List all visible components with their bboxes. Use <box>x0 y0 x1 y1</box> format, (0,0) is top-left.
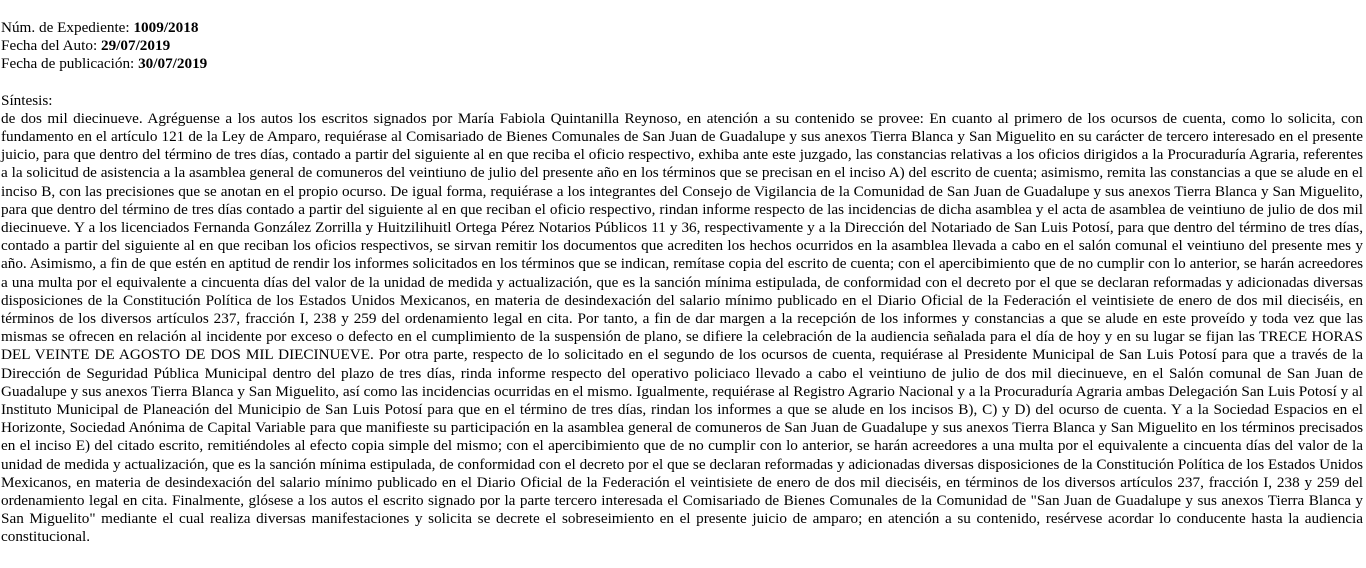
expediente-line <box>1 19 1364 37</box>
auto-date-value: 29/07/2019 <box>100 37 171 55</box>
auto-date-label: Fecha del Auto: <box>1 37 101 55</box>
synthesis-body: de dos mil diecinueve. Agréguense a los autos los escritos signados por María Fabiola Quintanilla Reynoso, en atención a su contenido se provee: En cuanto al primero de los ocursos de cuenta, como lo solicita, con fundamento en el artículo 121 de la Ley de Amparo, requiérase al Comisariado de Bienes Comunales de San Juan de Guadalupe y sus anexos Tierra Blanca y San Miguelito en su carácter de tercero interesado en el presente juicio, para que dentro del término de tres días, contado a partir del siguiente al en que reciba el oficio respectivo, exhiba ante este juzgado, las constancias relativas a los oficios dirigidos a la Procuraduría Agraria, referentes a la solicitud de asistencia a la asamblea general de comuneros del veintiuno de julio del presente año en los términos que se precisan en el inciso A) del escrito de cuenta; asimismo, remita las constancias a que se alude en el inciso B, con las precisiones que se anotan en el propio ocurso. De igual forma, requiérase a los integrantes del Consejo de Vigilancia de la Comunidad de San Juan de Guadalupe y sus anexos Tierra Blanca y San Miguelito, para que dentro del término de tres días contado a partir del siguiente al en que reciban el oficio respectivo, rindan informe respecto de las incidencias de dicha asamblea y el acta de asamblea de veintiuno de julio de dos mil diecinueve. Y a los licenciados Fernanda González Zorrilla y Huitzilihuitl Ortega Pérez Notarios Públicos 11 y 36, respectivamente y a la Dirección del Notariado de San Luis Potosí, para que dentro del término de tres días, contado a partir del siguiente al en que reciban los oficios respectivos, se sirvan remitir los documentos que acrediten los hechos ocurridos en la asamblea llevada a cabo en el salón comunal el veintiuno del presente mes y año. Asimismo, a fin de que estén en aptitud de rendir los informes solicitados en los términos que se indican, remítase copia del escrito de cuenta; con el apercibimiento que de no cumplir con lo anterior, se harán acreedores a una multa por el equivalente a cincuenta días del valor de la unidad de medida y actualización, que es la sanción mínima estipulada, de conformidad con el decreto por el que se declaran reformadas y adicionadas diversas disposiciones de la Constitución Política de los Estados Unidos Mexicanos, en materia de desindexación del salario mínimo publicado en el Diario Oficial de la Federación el veintisiete de enero de dos mil dieciséis, en términos de los diversos artículos 237, fracción I, 238 y 259 del ordenamiento legal en cita. Por tanto, a fin de dar margen a la recepción de los informes y constancias a que se alude en este proveído y toda vez que las mismas se ofrecen en relación al incidente por exceso o defecto en el cumplimiento de la suspensión de plano, se difiere la celebración de la audiencia señalada para el día de hoy y en su lugar se fijan las TRECE HORAS DEL VEINTE DE AGOSTO DE DOS MIL DIECINUEVE. Por otra parte, respecto de lo solicitado en el segundo de los ocursos de cuenta, requiérase al Presidente Municipal de San Luis Potosí para que a través de la Dirección de Seguridad Pública Municipal dentro del plazo de tres días, rinda informe respecto del operativo policiaco llevado a cabo el veintiuno de julio de dos mil diecinueve, en el Salón comunal de San Juan de Guadalupe y sus anexos Tierra Blanca y San Miguelito, así como las incidencias ocurridas en el mismo. Igualmente, requiérase al Registro Agrario Nacional y a la Procuraduría Agraria ambas Delegación San Luis Potosí y al Instituto Municipal de Planeación del Municipio de San Luis Potosí para que en el término de tres días, rindan los informes a que se alude en los incisos B), C) y D) del ocurso de cuenta. Y a la Sociedad Espacios en el Horizonte, Sociedad Anónima de Capital Variable para que manifieste su participación en la asamblea general de comuneros de San Juan de Guadalupe y sus anexos Tierra Blanca y San Miguelito en los términos precisados en el inciso E) del citado escrito, remitiéndoles al efecto copia simple del mismo; con el apercibimiento que de no cumplir con lo anterior, se harán acreedores a una multa por el equivalente a cincuenta días del valor de la unidad de medida y actualización, que es la sanción mínima estipulada, de conformidad con el decreto por el que se declaran reformadas y adicionadas diversas disposiciones de la Constitución Política de los Estados Unidos Mexicanos, en materia de desindexación del salario mínimo publicado en el Diario Oficial de la Federación el veintisiete de enero de dos mil dieciséis, en términos de los diversos artículos 237, fracción I, 238 y 259 del ordenamiento legal en cita. Finalmente, glósese a los autos el escrito signado por la parte tercero interesada el Comisariado de Bienes Comunales de la Comunidad de "San Juan de Guadalupe y sus anexos Tierra Blanca y San Miguelito" mediante el cual realiza diversas manifestaciones y solicita se decrete el sobreseimiento en el presente juicio de amparo; en atención a su contenido, resérvese acordar lo conducente hasta la audiencia constitucional. <box>1 109 1363 546</box>
spacer <box>1 74 1364 92</box>
publication-date-value: 30/07/2019 <box>138 55 208 73</box>
publication-date-line <box>1 55 1364 73</box>
expediente-label: Núm. de Expediente: <box>1 19 134 36</box>
synthesis-heading: Síntesis: <box>1 91 53 109</box>
publication-date-label: Fecha de publicación: <box>1 55 139 73</box>
auto-date-line <box>1 37 1364 55</box>
expediente-value: 1009/2018 <box>133 19 199 36</box>
